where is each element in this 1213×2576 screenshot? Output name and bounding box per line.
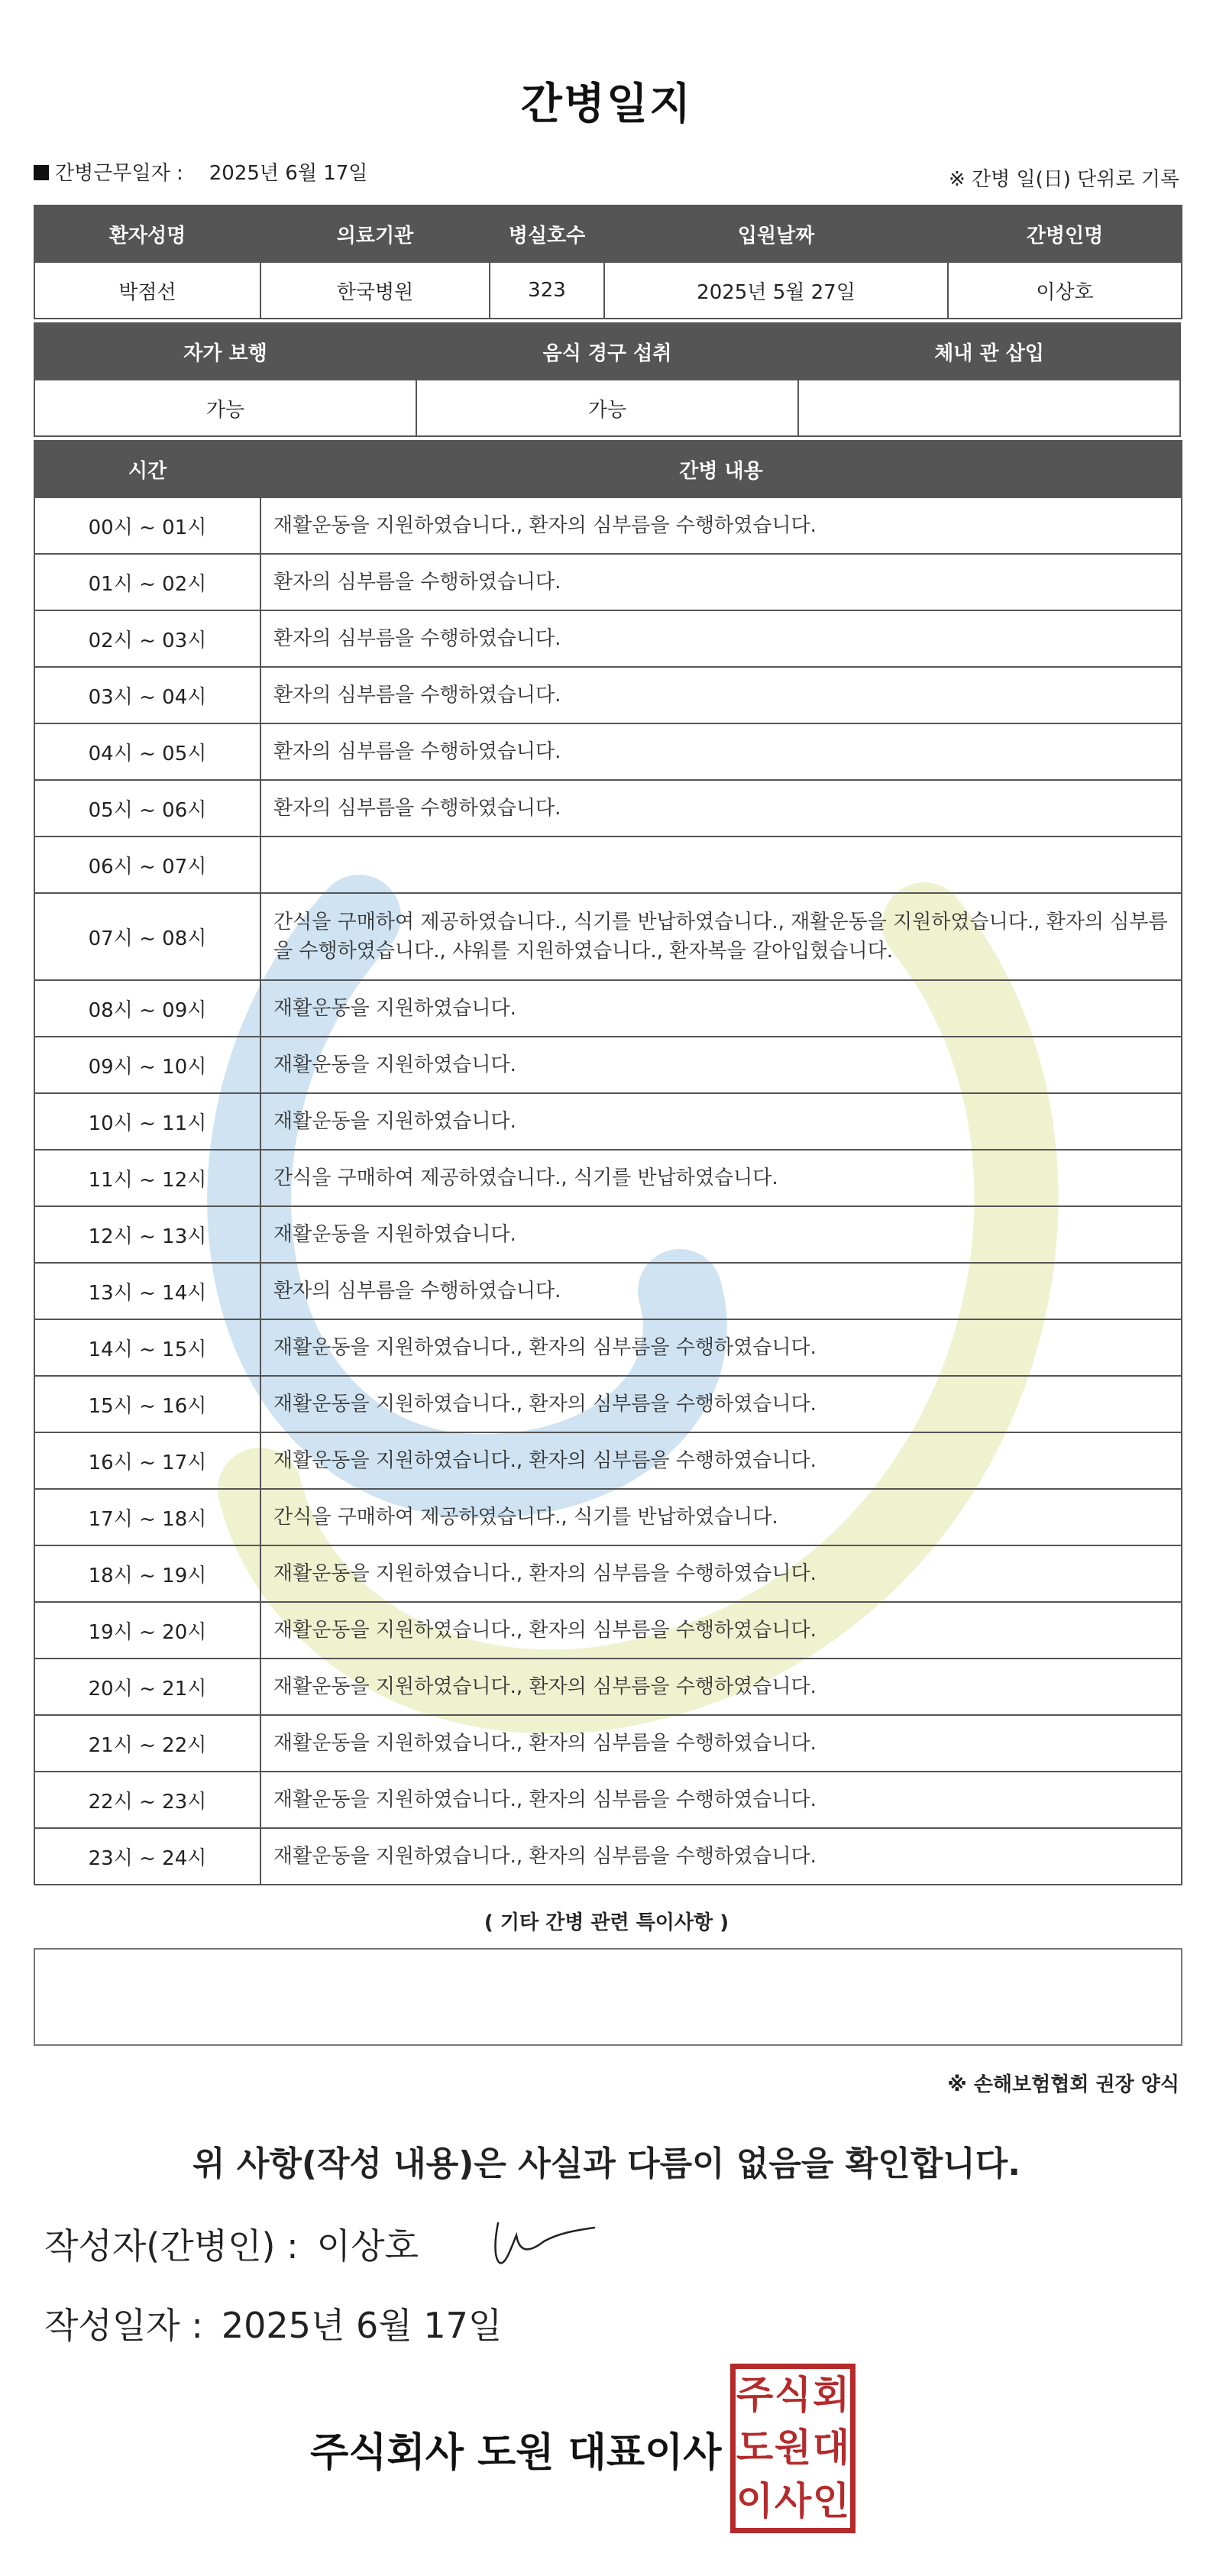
log-row [34, 1319, 1182, 1376]
log-time: 17시 ~ 18시 [34, 1489, 260, 1545]
log-time: 12시 ~ 13시 [34, 1206, 260, 1263]
header-tube: 체내 관 삽입 [798, 323, 1180, 380]
log-time: 20시 ~ 21시 [34, 1659, 260, 1715]
log-time: 13시 ~ 14시 [34, 1263, 260, 1319]
seal-glyph: 도 [736, 2426, 774, 2471]
work-date-label: 간병근무일자 : [55, 162, 183, 185]
log-time: 11시 ~ 12시 [34, 1150, 260, 1206]
header-hospital: 의료기관 [260, 205, 490, 262]
log-time: 08시 ~ 09시 [34, 980, 260, 1037]
work-date [34, 157, 367, 186]
log-row [34, 1432, 1182, 1489]
care-log-table [34, 440, 1182, 1885]
log-time: 05시 ~ 06시 [34, 780, 260, 837]
log-content [260, 837, 1182, 893]
log-time: 22시 ~ 23시 [34, 1772, 260, 1828]
log-row [34, 1828, 1182, 1885]
caregiver-name: 이상호 [948, 262, 1182, 319]
header-walking: 자가 보행 [34, 323, 416, 380]
header-patient-name: 환자성명 [34, 205, 260, 262]
seal-glyph: 이 [736, 2478, 774, 2523]
special-notes-title: ( 기타 간병 관련 특이사항 ) [484, 1911, 729, 1934]
special-notes-box [34, 1948, 1182, 2046]
log-row [34, 1206, 1182, 1263]
log-time: 04시 ~ 05시 [34, 723, 260, 780]
log-row [34, 980, 1182, 1037]
log-time: 06시 ~ 07시 [34, 837, 260, 893]
log-row [34, 893, 1182, 980]
log-content: 환자의 심부름을 수행하였습니다. [260, 780, 1182, 837]
log-content: 환자의 심부름을 수행하였습니다. [260, 610, 1182, 667]
log-time: 01시 ~ 02시 [34, 554, 260, 610]
seal-glyph: 원 [774, 2426, 812, 2471]
log-time: 00시 ~ 01시 [34, 497, 260, 554]
log-content: 재활운동을 지원하였습니다., 환자의 심부름을 수행하였습니다. [260, 497, 1182, 554]
seal-glyph: 회 [812, 2373, 850, 2417]
log-content: 재활운동을 지원하였습니다., 환자의 심부름을 수행하였습니다. [260, 1659, 1182, 1715]
log-content: 환자의 심부름을 수행하였습니다. [260, 723, 1182, 780]
log-time: 10시 ~ 11시 [34, 1093, 260, 1150]
log-time: 23시 ~ 24시 [34, 1828, 260, 1885]
unit-note: ※ 간병 일(日) 단위로 기록 [948, 168, 1179, 191]
header-admission-date: 입원날짜 [604, 205, 948, 262]
written-date-value: 2025년 6월 17일 [221, 2305, 503, 2346]
log-content: 간식을 구매하여 제공하였습니다., 식기를 반납하였습니다. [260, 1489, 1182, 1545]
log-row [34, 610, 1182, 667]
log-time: 14시 ~ 15시 [34, 1319, 260, 1376]
writer-name: 이상호 [316, 2225, 419, 2267]
log-content: 재활운동을 지원하였습니다., 환자의 심부름을 수행하였습니다. [260, 1376, 1182, 1432]
log-row [34, 1602, 1182, 1659]
patient-info-table [34, 205, 1182, 319]
log-time: 03시 ~ 04시 [34, 667, 260, 723]
square-bullet-icon [34, 165, 49, 180]
log-row [34, 1093, 1182, 1150]
header-room: 병실호수 [490, 205, 604, 262]
written-date-line [44, 2298, 502, 2348]
log-row [34, 554, 1182, 610]
log-row [34, 1150, 1182, 1206]
log-content: 재활운동을 지원하였습니다. [260, 1093, 1182, 1150]
log-row [34, 1659, 1182, 1715]
log-time: 19시 ~ 20시 [34, 1602, 260, 1659]
header-caregiver: 간병인명 [948, 205, 1182, 262]
log-row [34, 780, 1182, 837]
log-time: 07시 ~ 08시 [34, 893, 260, 980]
log-time: 09시 ~ 10시 [34, 1037, 260, 1093]
company-representative: 주식회사 도원 대표이사 [310, 2430, 722, 2476]
writer-label: 작성자(간병인) : [44, 2225, 299, 2267]
log-content: 간식을 구매하여 제공하였습니다., 식기를 반납하였습니다. [260, 1150, 1182, 1206]
seal-glyph: 주 [736, 2373, 774, 2417]
log-content: 환자의 심부름을 수행하였습니다. [260, 667, 1182, 723]
status-table [34, 322, 1181, 437]
log-content: 재활운동을 지원하였습니다., 환자의 심부름을 수행하였습니다. [260, 1602, 1182, 1659]
room-number: 323 [490, 262, 604, 319]
work-date-value: 2025년 6월 17일 [209, 162, 368, 185]
log-row [34, 1376, 1182, 1432]
log-row [34, 723, 1182, 780]
handwritten-signature [489, 2215, 603, 2277]
document-title: 간병일지 [520, 79, 693, 129]
log-row [34, 1489, 1182, 1545]
log-content: 재활운동을 지원하였습니다., 환자의 심부름을 수행하였습니다. [260, 1715, 1182, 1772]
log-content: 환자의 심부름을 수행하였습니다. [260, 1263, 1182, 1319]
seal-glyph: 사 [774, 2478, 812, 2523]
log-row [34, 497, 1182, 554]
company-seal [730, 2364, 856, 2533]
log-time: 02시 ~ 03시 [34, 610, 260, 667]
writer-line [44, 2218, 419, 2269]
header-care-content: 간병 내용 [260, 441, 1182, 497]
log-content: 환자의 심부름을 수행하였습니다. [260, 554, 1182, 610]
log-row [34, 667, 1182, 723]
oral-intake-value: 가능 [416, 380, 798, 436]
log-row [34, 1037, 1182, 1093]
log-row [34, 1772, 1182, 1828]
log-time: 15시 ~ 16시 [34, 1376, 260, 1432]
log-content: 재활운동을 지원하였습니다., 환자의 심부름을 수행하였습니다. [260, 1772, 1182, 1828]
patient-name: 박점선 [34, 262, 260, 319]
hospital: 한국병원 [260, 262, 490, 319]
log-content: 재활운동을 지원하였습니다. [260, 1206, 1182, 1263]
seal-glyph: 식 [774, 2373, 812, 2417]
log-time: 16시 ~ 17시 [34, 1432, 260, 1489]
log-content: 재활운동을 지원하였습니다. [260, 980, 1182, 1037]
seal-glyph: 인 [812, 2478, 850, 2523]
tube-value [798, 380, 1180, 436]
log-content: 재활운동을 지원하였습니다. [260, 1037, 1182, 1093]
walking-value: 가능 [34, 380, 416, 436]
written-date-label: 작성일자 : [44, 2305, 203, 2346]
admission-date: 2025년 5월 27일 [604, 262, 948, 319]
seal-glyph: 대 [812, 2426, 850, 2471]
log-time: 21시 ~ 22시 [34, 1715, 260, 1772]
log-time: 18시 ~ 19시 [34, 1545, 260, 1602]
log-row [34, 1263, 1182, 1319]
log-content: 간식을 구매하여 제공하였습니다., 식기를 반납하였습니다., 재활운동을 지원하였습니다., 환자의 심부름을 수행하였습니다., 샤워를 지원하였습니다., 환자복을 갈아입혔습니다. [260, 893, 1182, 980]
log-content: 재활운동을 지원하였습니다., 환자의 심부름을 수행하였습니다. [260, 1828, 1182, 1885]
header-oral-intake: 음식 경구 섭취 [416, 323, 798, 380]
log-row [34, 837, 1182, 893]
association-note: ※ 손해보험협회 권장 양식 [947, 2073, 1179, 2096]
log-content: 재활운동을 지원하였습니다., 환자의 심부름을 수행하였습니다. [260, 1432, 1182, 1489]
confirmation-statement: 위 사항(작성 내용)은 사실과 다름이 없음을 확인합니다. [192, 2144, 1021, 2183]
log-row [34, 1545, 1182, 1602]
log-content: 재활운동을 지원하였습니다., 환자의 심부름을 수행하였습니다. [260, 1319, 1182, 1376]
log-row [34, 1715, 1182, 1772]
log-content: 재활운동을 지원하였습니다., 환자의 심부름을 수행하였습니다. [260, 1545, 1182, 1602]
header-time: 시간 [34, 441, 260, 497]
